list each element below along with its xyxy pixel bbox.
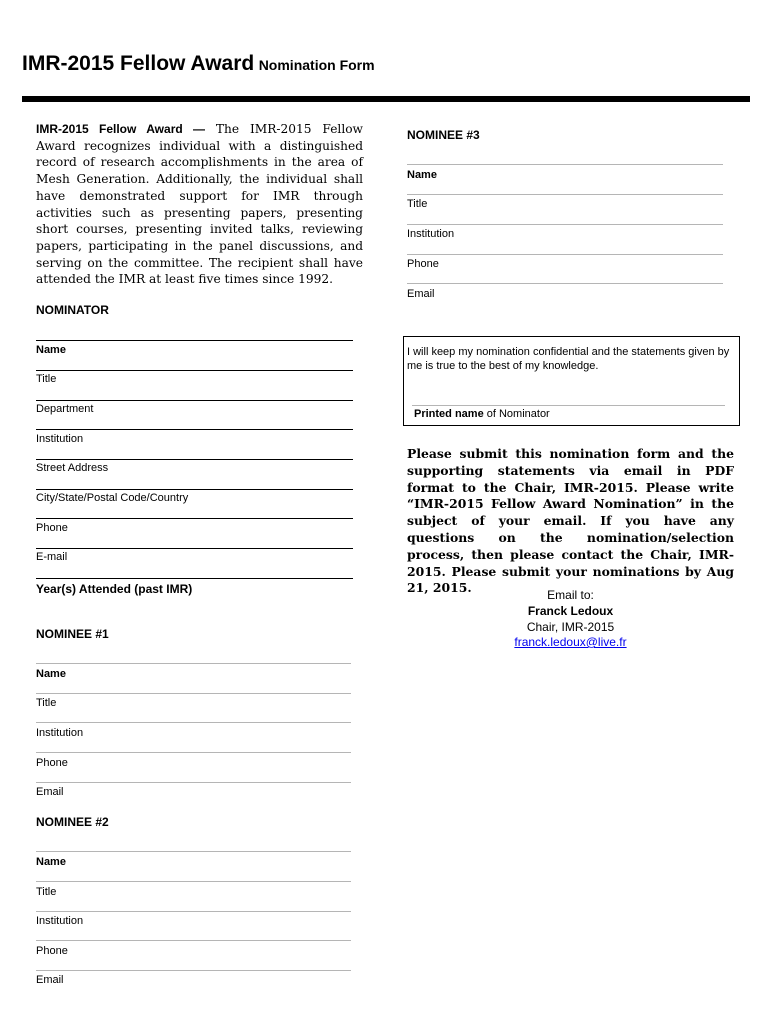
nominator-street-line[interactable] xyxy=(36,459,353,460)
nominator-phone-label: Phone xyxy=(36,522,68,534)
nominee2-name-line[interactable] xyxy=(36,851,351,852)
nominator-email-label: E-mail xyxy=(36,551,68,563)
nominee1-title-label: Title xyxy=(36,697,57,709)
printed-name-bold: Printed name xyxy=(414,408,484,420)
nominee2-phone-label: Phone xyxy=(36,945,68,957)
nominee3-title-label: Title xyxy=(407,198,428,210)
printed-name-label xyxy=(414,408,550,420)
confidentiality-box xyxy=(403,336,740,426)
nominee2-email-label: Email xyxy=(36,974,64,986)
nominee3-phone-line[interactable] xyxy=(407,254,723,255)
nominee1-institution-line[interactable] xyxy=(36,722,351,723)
nominee2-heading: NOMINEE #2 xyxy=(36,815,109,829)
form-title-sub: Nomination Form xyxy=(258,57,375,73)
nominee2-institution-label: Institution xyxy=(36,915,84,927)
nominator-name-label: Name xyxy=(36,344,66,356)
nominator-email-line[interactable] xyxy=(36,548,353,549)
contact-role: Chair, IMR-2015 xyxy=(526,620,615,634)
form-title-main: IMR-2015 Fellow Award xyxy=(22,52,255,75)
nominator-title-line[interactable] xyxy=(36,370,353,371)
nominee2-title-label: Title xyxy=(36,886,57,898)
nominator-institution-label: Institution xyxy=(36,433,84,445)
award-description-lead: IMR-2015 Fellow Award — xyxy=(36,122,206,136)
nominee1-institution-label: Institution xyxy=(36,727,84,739)
nominator-institution-line[interactable] xyxy=(36,429,353,430)
nominee1-name-line[interactable] xyxy=(36,663,351,664)
nominee3-name-label: Name xyxy=(407,169,437,181)
nominee1-name-label: Name xyxy=(36,668,66,680)
award-description-text: The IMR-2015 Fellow Award recognizes individual with a distinguished record of research accomplishments in the area of Mesh Generation. Additionally, the individual shall have demonstrated support for IMR through activities such as presenting papers, presenting short courses, presenting invited talks, reviewing papers, participating in the panel discussions, and serving on the committee. The recipient shall have attended the IMR at least five times since 1992. xyxy=(36,122,363,287)
nominee1-title-line[interactable] xyxy=(36,693,351,694)
nominee1-email-label: Email xyxy=(36,786,64,798)
nominator-department-line[interactable] xyxy=(36,400,353,401)
contact-email-to: Email to: xyxy=(547,588,594,602)
nominator-street-label: Street Address xyxy=(36,462,109,474)
award-description xyxy=(36,121,363,288)
nominee1-heading: NOMINEE #1 xyxy=(36,627,109,641)
nominee2-phone-line[interactable] xyxy=(36,940,351,941)
nominee1-email-line[interactable] xyxy=(36,782,351,783)
nominator-name-line[interactable] xyxy=(36,340,353,341)
printed-name-line[interactable] xyxy=(412,405,725,406)
nominee3-phone-label: Phone xyxy=(407,258,439,270)
nominee2-email-line[interactable] xyxy=(36,970,351,971)
nominator-title-label: Title xyxy=(36,373,57,385)
printed-name-rest: of Nominator xyxy=(486,408,550,420)
nominator-heading: NOMINATOR xyxy=(36,303,109,317)
nominee3-institution-line[interactable] xyxy=(407,224,723,225)
nominator-years-label: Year(s) Attended (past IMR) xyxy=(36,582,193,596)
contact-name: Franck Ledoux xyxy=(527,604,614,618)
nominee2-title-line[interactable] xyxy=(36,881,351,882)
nominator-years-line[interactable] xyxy=(36,578,353,579)
nominator-city-line[interactable] xyxy=(36,489,353,490)
nominee2-name-label: Name xyxy=(36,856,66,868)
nominator-phone-line[interactable] xyxy=(36,518,353,519)
confidentiality-statement: I will keep my nomination confidential and the statements given by me is true to the best of my knowledge. xyxy=(407,346,730,372)
nominee2-institution-line[interactable] xyxy=(36,911,351,912)
nominee3-name-line[interactable] xyxy=(407,164,723,165)
form-title xyxy=(22,52,375,76)
nominator-department-label: Department xyxy=(36,403,94,415)
submission-instructions: Please submit this nomination form and the supporting statements via email in PDF format to the Chair, IMR-2015. Please write “IMR-2015 Fellow Award Nomination” in the subject of your email. If you have any questions on the nomination/selection process, then please contact the Chair, IMR-2015. Please submit your nominations by Aug 21, 2015. xyxy=(407,446,734,596)
nominee1-phone-label: Phone xyxy=(36,757,68,769)
header-rule xyxy=(22,96,750,102)
nominee3-title-line[interactable] xyxy=(407,194,723,195)
nominee1-phone-line[interactable] xyxy=(36,752,351,753)
nominee3-institution-label: Institution xyxy=(407,228,455,240)
nominator-city-label: City/State/Postal Code/Country xyxy=(36,492,189,504)
nominee3-email-line[interactable] xyxy=(407,283,723,284)
contact-email-link[interactable]: franck.ledoux@live.fr xyxy=(514,635,627,649)
nominee3-heading: NOMINEE #3 xyxy=(407,128,480,142)
nominee3-email-label: Email xyxy=(407,288,435,300)
